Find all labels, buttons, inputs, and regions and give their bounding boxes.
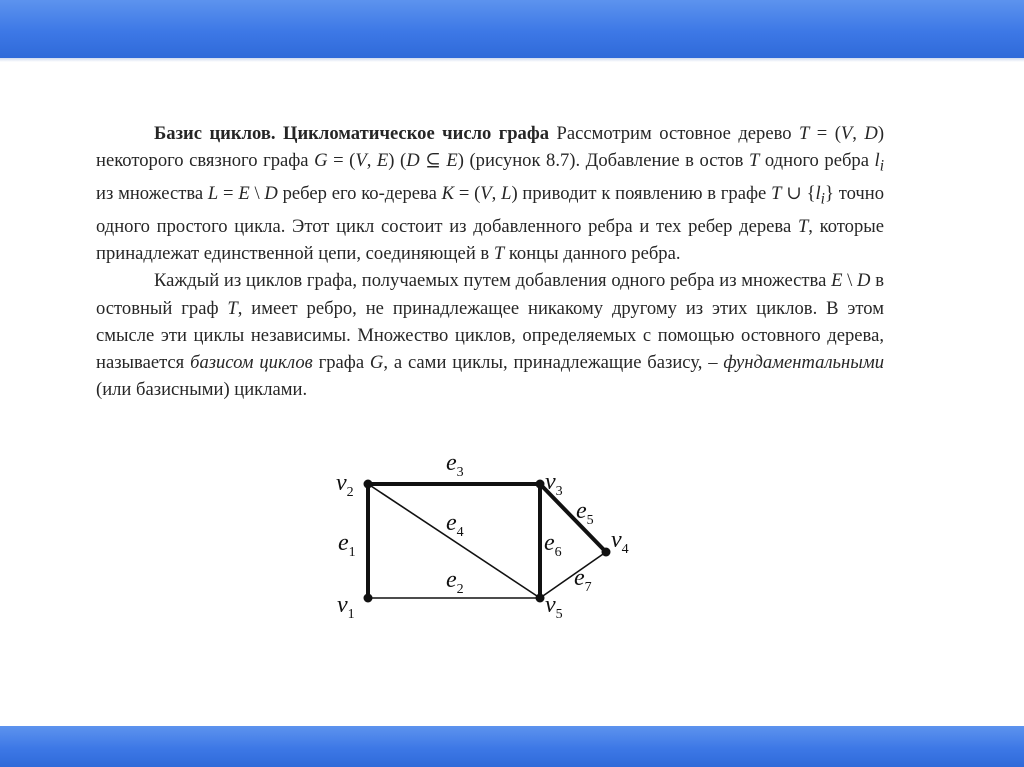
edge-label-e4: $e_4$ [446,510,464,540]
vertex-label-v2: $v_2$ [336,470,354,500]
math-symbol: D [406,150,420,172]
vertex-v3 [536,480,545,489]
text-run: ⊆ [419,150,447,172]
math-symbol: T [799,123,810,144]
text-run: концы данного ребра. [504,243,681,265]
text-run: = ( [327,150,356,172]
text-run: \ [842,270,858,292]
vertex-v5 [536,594,545,603]
paragraph-2 [96,267,884,403]
text-run: ) некоторого связного графа [96,123,885,172]
edge-label-e5: $e_5$ [576,498,594,528]
text-run: ) ( [388,150,407,172]
edge-label-e7: $e_7$ [574,565,592,595]
text-run: \ [249,183,265,205]
vertex-v4 [602,548,611,557]
text-run: Рассмотрим остовное дерево [549,123,799,144]
edge-label-e3: $e_3$ [446,450,464,480]
text-run: , [366,150,377,172]
text-run: в остовный граф [96,270,884,319]
text-run: , а сами циклы, принадлежащие базису, – [383,352,724,374]
edge-label-e1: $e_1$ [338,530,356,560]
text-run: Каждый из циклов графа, получаемых путем добавления одного ребра из множества [154,270,832,292]
vertex-v1 [364,594,373,603]
text-run: графа [312,352,370,374]
edge-label-e6: $e_6$ [544,530,562,560]
text-block [96,120,884,403]
math-symbol: E [831,270,843,292]
math-symbol: D [857,270,871,292]
text-run: , имеет ребро, не принадлежащее никакому другому из этих циклов. В этом смысле эти циклы независимы. Множество циклов, определяемых с помощью остовного дерева, называется [96,297,884,374]
math-symbol: G [314,150,328,172]
math-symbol: E [446,150,458,172]
math-symbol: K [441,183,455,205]
math-subscript: i [879,157,884,175]
math-symbol: T [749,150,760,172]
math-symbol: D [864,123,878,144]
bottom-banner [0,726,1024,767]
math-subscript: i [820,190,825,208]
math-symbol: T [771,183,782,205]
text-run: (или базисными) циклами. [96,379,308,401]
math-symbol: L [207,183,219,205]
text-run: из множества [96,183,208,205]
text-run: одного ребра [759,150,875,172]
math-symbol: T [797,216,809,238]
text-run: ) приводит к появлению в графе [511,183,772,205]
paragraph-1 [96,120,884,267]
text-run: = ( [809,123,841,144]
vertex-label-v5: $v_5$ [545,592,563,622]
math-symbol: E [238,183,250,205]
math-symbol: L [501,183,512,205]
vertex-label-v4: $v_4$ [611,527,629,557]
math-symbol: E [376,150,389,172]
top-banner [0,0,1024,58]
graph-figure [325,440,655,640]
text-run: , [491,183,502,205]
term-emphasis: базисом циклов [190,352,313,374]
text-run: ) (рисунок 8.7). Добавление в остов [457,150,750,172]
math-symbol: T [227,297,238,319]
vertex-v2 [364,480,373,489]
text-run: ∪ { [781,183,816,205]
text-run: ребер его ко-дерева [277,183,442,205]
section-heading: Базис циклов. Цикломатическое число графа [154,123,550,144]
math-symbol: T [493,243,505,265]
text-run: , [852,123,865,144]
math-symbol: V [480,183,492,205]
text-run: = ( [454,183,481,205]
math-symbol: G [369,352,384,374]
text-run: , которые принадлежат единственной цепи, соединяющей в [96,216,884,265]
math-symbol: l [815,183,821,205]
math-symbol: V [355,150,367,172]
edge-label-e2: $e_2$ [446,567,464,597]
text-run: } точно одного простого цикла. Этот цикл состоит из добавленного ребра и тех ребер дерева [96,183,884,238]
term-emphasis: фундаментальными [723,352,884,374]
vertex-label-v1: $v_1$ [337,592,355,622]
math-symbol: V [840,123,853,144]
math-symbol: l [874,150,880,172]
text-run: = [218,183,239,205]
vertex-label-v3: $v_3$ [545,469,563,499]
math-symbol: D [264,183,278,205]
